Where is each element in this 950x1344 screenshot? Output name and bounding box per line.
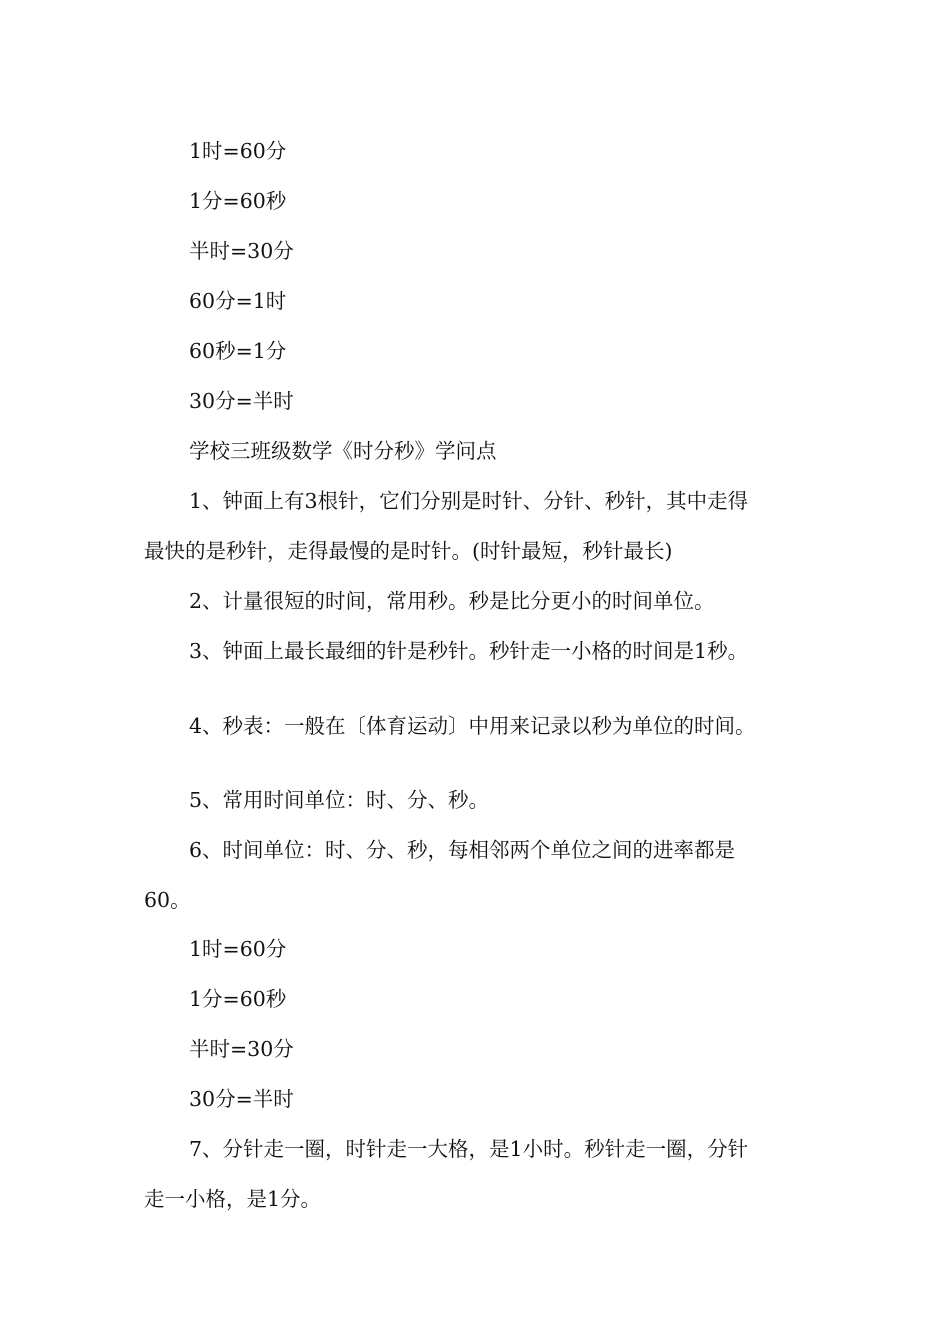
text-line: 半时=30分 xyxy=(189,1037,294,1061)
text-line: 30分=半时 xyxy=(189,389,294,413)
list-item-1: 1、钟面上有3根针，它们分别是时针、分针、秒针，其中走得 xyxy=(189,489,749,513)
list-item-6-continued: 60。 xyxy=(144,888,191,912)
text-line: 1分=60秒 xyxy=(189,189,287,213)
text-line: 1分=60秒 xyxy=(189,987,287,1011)
text-line: 60分=1时 xyxy=(189,289,287,313)
list-item-1-continued: 最快的是秒针，走得最慢的是时针。(时针最短，秒针最长) xyxy=(144,539,673,563)
list-item-2: 2、计量很短的时间，常用秒。秒是比分更小的时间单位。 xyxy=(189,589,715,613)
text-line: 1时=60分 xyxy=(189,139,287,163)
text-line: 60秒=1分 xyxy=(189,339,287,363)
list-item-7-continued: 走一小格，是1分。 xyxy=(144,1187,322,1211)
list-item-4: 4、秒表：一般在〔体育运动〕中用来记录以秒为单位的时间。 xyxy=(189,714,756,738)
list-item-5: 5、常用时间单位：时、分、秒。 xyxy=(189,788,490,812)
list-item-6: 6、时间单位：时、分、秒，每相邻两个单位之间的进率都是 xyxy=(189,838,736,862)
list-item-3: 3、钟面上最长最细的针是秒针。秒针走一小格的时间是1秒。 xyxy=(189,639,749,663)
text-line: 30分=半时 xyxy=(189,1087,294,1111)
text-line: 半时=30分 xyxy=(189,239,294,263)
list-item-7: 7、分针走一圈，时针走一大格，是1小时。秒针走一圈，分针 xyxy=(189,1137,749,1161)
section-heading: 学校三班级数学《时分秒》学问点 xyxy=(189,439,497,463)
text-line: 1时=60分 xyxy=(189,937,287,961)
